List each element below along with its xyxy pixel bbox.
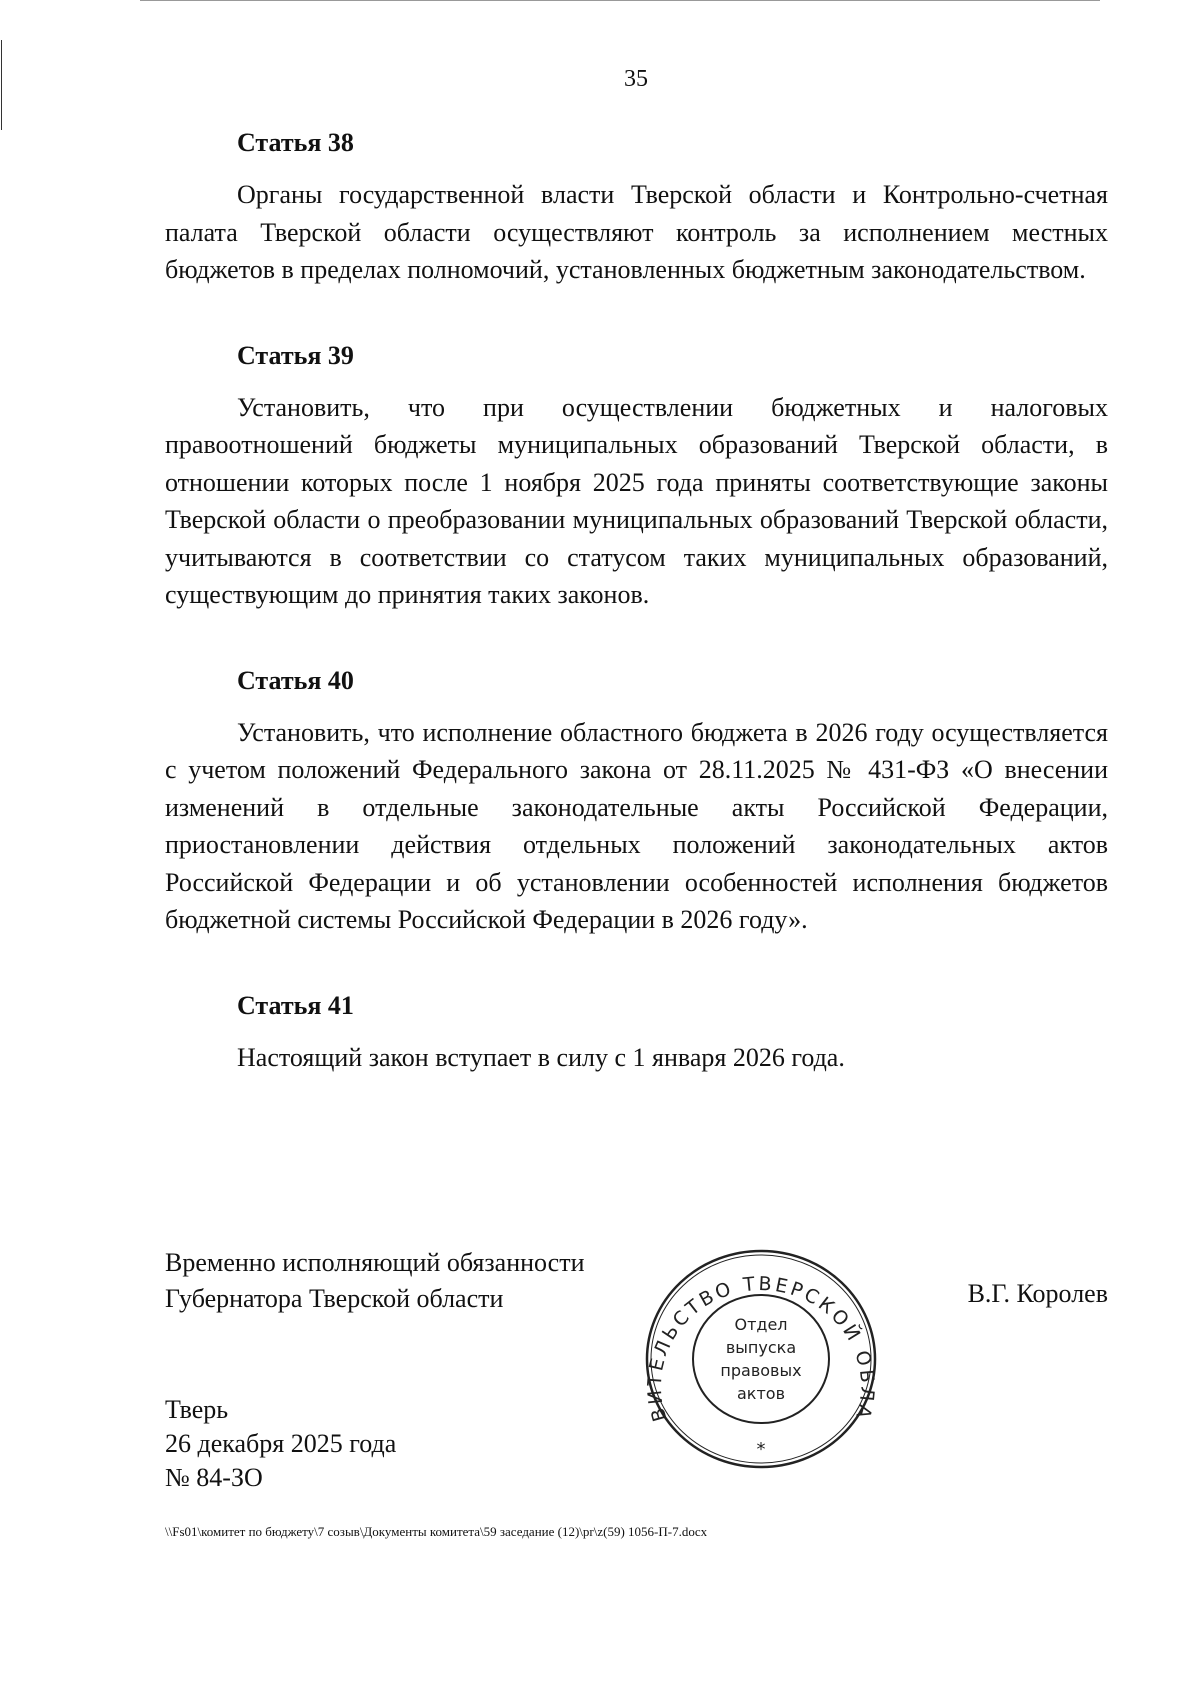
article-paragraph: Настоящий закон вступает в силу с 1 января 2026 года. <box>237 1042 845 1072</box>
position-line: Временно исполняющий обязанности <box>165 1248 585 1277</box>
article-title: Статья 41 <box>237 990 354 1020</box>
article-paragraph: Установить, что исполнение областного бюджета в 2026 году осуществляется с учетом положений Федерального закона от 28.11.2025 № 431-ФЗ «О внесении изменений в отдельные законодательные акты Российской Федерации, приостановлении действия отдельных положений законодательных актов Российской Федерации и об установлении особенностей исполнения бюджетов бюджетной системы Российской Федерации в 2026 году». <box>165 717 1108 934</box>
stamp-star: * <box>756 1439 766 1460</box>
official-stamp <box>641 1245 881 1473</box>
article-title: Статья 40 <box>237 665 354 695</box>
signatory-position <box>165 1245 585 1317</box>
article-paragraph: Органы государственной власти Тверской области и Контрольно-счетная палата Тверской области осуществляют контроль за исполнением местных бюджетов в пределах полномочий, установленных бюджетным законодательством. <box>165 180 1108 284</box>
scan-edge-top <box>140 0 1100 1</box>
law-number: № 84-ЗО <box>165 1463 263 1492</box>
article-paragraph: Установить, что при осуществлении бюджетных и налоговых правоотношений бюджеты муниципальных образований Тверской области, в отношении которых после 1 ноября 2025 года приняты соответствующие законы Тверской области о преобразовании муниципальных образований Тверской области, учитываются в соответствии со статусом таких муниципальных образований, существующим до принятия таких законов. <box>165 392 1108 609</box>
stamp-inner-line: Отдел <box>734 1315 788 1334</box>
city: Тверь <box>165 1395 229 1424</box>
signatory-name: В.Г. Королев <box>967 1279 1108 1308</box>
article-39 <box>165 337 1108 614</box>
stamp-inner-line: актов <box>736 1384 785 1403</box>
article-title: Статья 39 <box>237 340 354 370</box>
article-38 <box>165 124 1108 289</box>
page-number: 35 <box>624 66 648 92</box>
date: 26 декабря 2025 года <box>165 1429 397 1458</box>
place-and-date <box>165 1393 396 1495</box>
stamp-inner-line: выпуска <box>725 1338 797 1357</box>
stamp-inner-line: правовых <box>720 1361 802 1380</box>
position-line: Губернатора Тверской области <box>165 1284 504 1313</box>
document-body <box>165 124 1108 1076</box>
article-40 <box>165 662 1108 939</box>
article-title: Статья 38 <box>237 128 354 157</box>
article-41 <box>165 987 1108 1077</box>
file-path-footer: \\Fs01\комитет по бюджету\7 созыв\Документы комитета\59 заседание (12)\pr\z(59) 1056-П-7.docx <box>165 1524 708 1539</box>
stamp-ring-text: ВИТЕЛЬСТВО ТВЕРСКОЙ ОБЛА <box>643 1272 879 1424</box>
stamp-inner-text <box>703 1307 819 1411</box>
